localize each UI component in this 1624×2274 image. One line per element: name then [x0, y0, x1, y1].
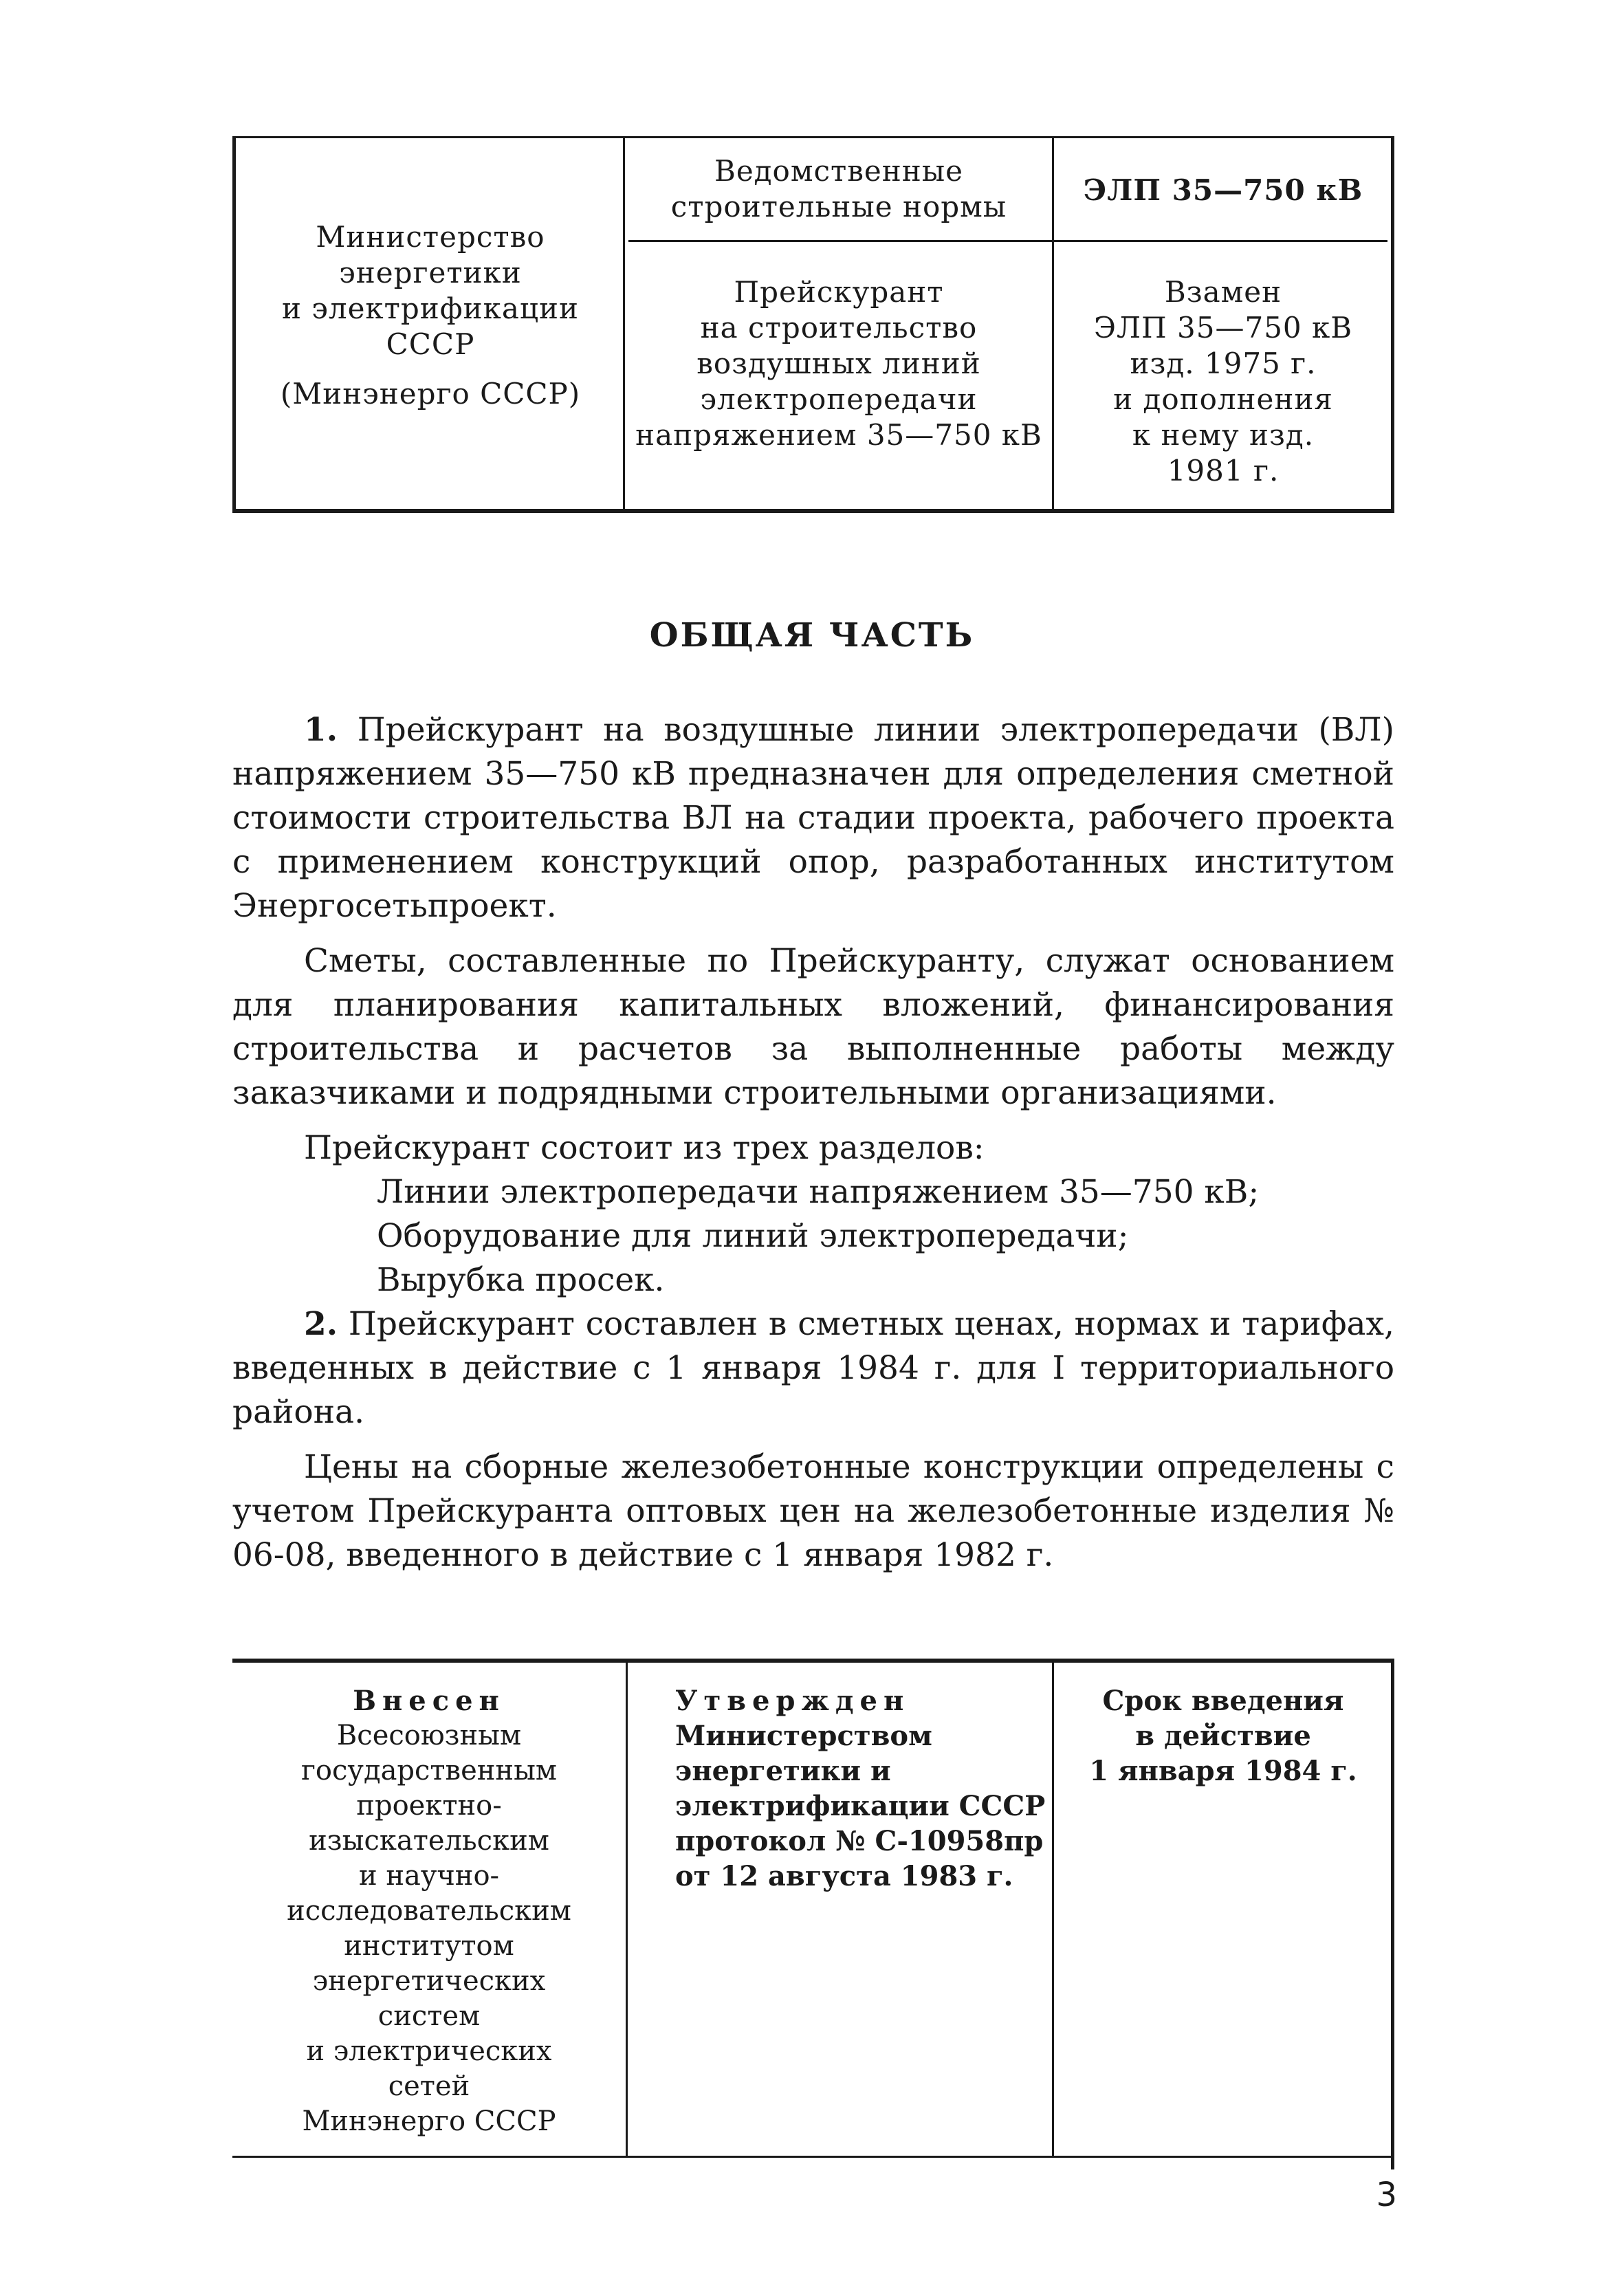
submitted-cell	[232, 1683, 626, 2139]
row-divider	[628, 240, 1387, 242]
approved-cell	[628, 1683, 1052, 1894]
ministry-line: Министерство	[316, 220, 545, 254]
norms-type-line: Ведомственные	[714, 154, 964, 188]
column-divider	[626, 1663, 628, 2156]
paragraph-text: Прейскурант на воздушные линии электропередачи (ВЛ) напряжением 35—750 кВ предназначен для определения сметной стоимости строительства ВЛ на стадии проекта, рабочего проекта с применением конструкций опор, разработанных институтом Энергосетьпроект.	[232, 711, 1394, 925]
document-title-line: напряжением 35—750 кВ	[635, 418, 1042, 452]
document-title-cell	[626, 274, 1052, 453]
column-divider	[1052, 138, 1054, 509]
document-title-line: Прейскурант	[734, 275, 944, 309]
section-title: ОБЩАЯ ЧАСТЬ	[649, 616, 975, 655]
approved-line: протокол № С-10958пр	[675, 1825, 1044, 1857]
section-list-item: Оборудование для линий электропередачи;	[377, 1217, 1129, 1255]
submitted-line: систем	[377, 2000, 481, 2032]
ministry-abbreviation: (Минэнерго СССР)	[280, 377, 581, 411]
submitted-heading: Внесен	[353, 1685, 505, 1717]
replaces-line: ЭЛП 35—750 кВ	[1093, 311, 1353, 345]
replaces-line: 1981 г.	[1167, 454, 1280, 488]
norms-type-line: строительные нормы	[670, 190, 1007, 223]
effective-label: в действие	[1135, 1720, 1311, 1752]
paragraph-2	[232, 939, 1394, 1115]
submitted-line: сетей	[388, 2070, 470, 2102]
norms-type-cell	[626, 153, 1052, 225]
submitted-line: исследовательским	[287, 1895, 571, 1927]
column-divider	[1052, 1663, 1054, 2156]
effective-label: Срок введения	[1102, 1685, 1344, 1717]
paragraph-number: 1.	[304, 711, 338, 749]
document-title-line: на строительство	[700, 311, 978, 345]
replaces-line: изд. 1975 г.	[1130, 347, 1317, 380]
approved-line: от 12 августа 1983 г.	[675, 1860, 1013, 1892]
ministry-line: СССР	[386, 327, 475, 361]
submitted-line: энергетических	[312, 1965, 546, 1997]
ministry-line: и электрификации	[282, 292, 579, 325]
submitted-line: и электрических	[306, 2035, 552, 2067]
submitted-line: изыскательским	[309, 1825, 549, 1857]
approved-line: электрификации СССР	[675, 1790, 1046, 1822]
paragraph-3	[232, 1126, 1394, 1170]
approved-heading: Утвержден	[675, 1685, 910, 1717]
paragraph-4	[232, 1302, 1394, 1434]
submitted-line: и научно-	[358, 1860, 500, 1892]
replaces-line: и дополнения	[1113, 382, 1333, 416]
paragraph-text: Сметы, составленные по Прейскуранту, служат основанием для планирования капитальных вложений, финансирования строительства и расчетов за выполненные работы между заказчиками и подрядными строительными организациями.	[232, 942, 1394, 1112]
paragraph-text: Прейскурант состоит из трех разделов:	[304, 1129, 985, 1167]
section-list-item: Линии электропередачи напряжением 35—750 кВ;	[377, 1173, 1260, 1211]
ministry-line: энергетики	[339, 256, 522, 289]
document-title-line: электропередачи	[700, 382, 978, 416]
effective-cell	[1055, 1683, 1392, 1789]
paragraph-text: Прейскурант составлен в сметных ценах, нормах и тарифах, введенных в действие с 1 января 1984 г. для I территориального района.	[232, 1305, 1394, 1431]
ministry-cell	[239, 219, 622, 412]
paragraph-number: 2.	[304, 1305, 338, 1343]
footer-table	[232, 1659, 1394, 2158]
body-text	[232, 708, 1394, 1588]
approved-line: Министерством	[675, 1720, 932, 1752]
header-table	[232, 136, 1394, 513]
replaces-line: Взамен	[1164, 275, 1282, 309]
approved-line: энергетики и	[675, 1755, 891, 1787]
submitted-line: Минэнерго СССР	[302, 2106, 556, 2137]
paragraph-1	[232, 708, 1394, 928]
submitted-line: институтом	[344, 1930, 514, 1962]
submitted-line: государственным	[300, 1755, 558, 1786]
submitted-line: проектно-	[356, 1790, 502, 1822]
submitted-line: Всесоюзным	[336, 1720, 522, 1751]
table-border	[232, 138, 236, 509]
document-code: ЭЛП 35—750 кВ	[1083, 173, 1363, 207]
section-list-item: Вырубка просек.	[377, 1261, 665, 1299]
replaces-cell	[1055, 274, 1392, 489]
page-number: 3	[1376, 2176, 1397, 2214]
paragraph-text: Цены на сборные железобетонные конструкции определены с учетом Прейскуранта оптовых цен на железобетонные изделия № 06-08, введенного в действие с 1 января 1982 г.	[232, 1448, 1394, 1574]
effective-date: 1 января 1984 г.	[1089, 1755, 1357, 1787]
replaces-line: к нему изд.	[1132, 418, 1315, 452]
document-title-line: воздушных линий	[696, 347, 981, 380]
paragraph-5	[232, 1445, 1394, 1577]
column-divider	[623, 138, 625, 509]
